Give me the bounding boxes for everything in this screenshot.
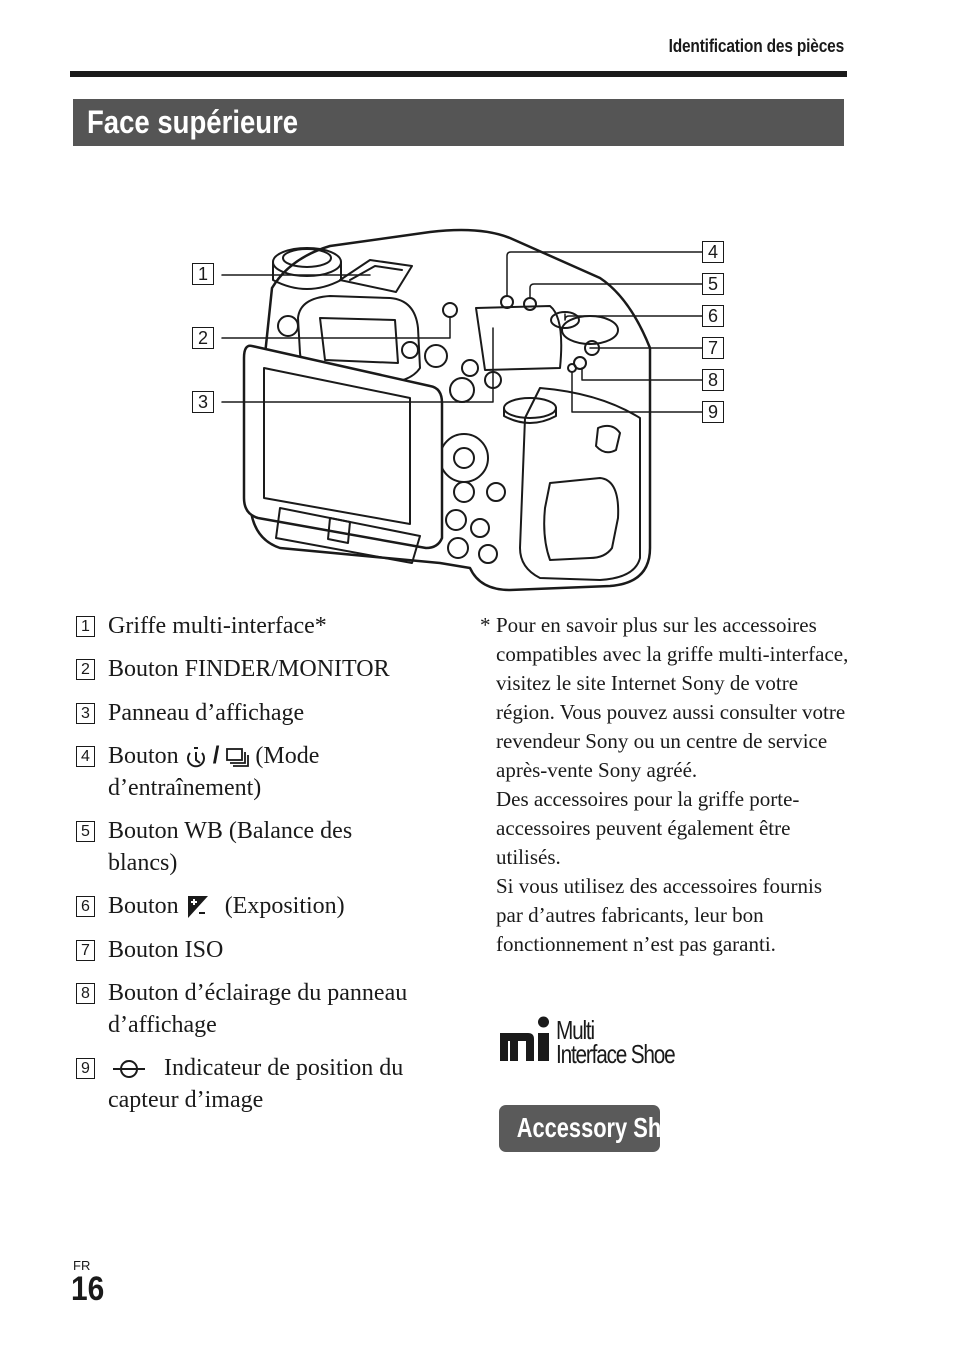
part-label-line2: d’entraînement) (108, 775, 262, 801)
part-label (108, 890, 458, 922)
part-number: 7 (76, 940, 95, 961)
part-suffix: (Exposition) (224, 893, 345, 919)
callout-4: 4 (702, 241, 724, 263)
part-number: 4 (76, 746, 95, 767)
callout-9: 9 (702, 401, 724, 423)
part-suffix: Indicateur de position du (164, 1055, 404, 1081)
callout-1: 1 (192, 263, 214, 285)
footnote-paragraph-2: Des accessoires pour la griffe porte-accessoires peuvent également être utilisés. (496, 787, 800, 869)
part-label: Griffe multi-interface* (108, 613, 327, 639)
section-title-bar (73, 99, 844, 146)
part-label-line1: Bouton d’éclairage du panneau (108, 980, 408, 1006)
part-number: 6 (76, 896, 95, 917)
part-label-line1: Bouton WB (Balance des (108, 818, 353, 844)
part-label: Bouton FINDER/MONITOR (108, 656, 390, 682)
part-label (108, 1052, 458, 1116)
mi-logo-text-line1: Multi (556, 1015, 594, 1045)
self-timer-icon (185, 745, 207, 769)
callout-5: 5 (702, 273, 724, 295)
continuous-shooting-icon (225, 746, 249, 768)
footnote (480, 611, 850, 959)
part-suffix: (Mode (255, 743, 320, 769)
callout-3: 3 (192, 391, 214, 413)
part-label-line2: blancs) (108, 850, 178, 876)
running-header: Identification des pièces (668, 36, 844, 56)
callout-7: 7 (702, 337, 724, 359)
callout-6: 6 (702, 305, 724, 327)
part-label: Panneau d’affichage (108, 700, 305, 726)
part-label (108, 977, 458, 1041)
part-number: 9 (76, 1058, 95, 1079)
mi-logo-mark (498, 1015, 554, 1063)
slash-separator: / (212, 742, 220, 769)
section-title: Face supérieure (87, 104, 299, 140)
image-sensor-position-icon (112, 1058, 146, 1080)
part-label (108, 815, 458, 879)
camera-illustration (180, 218, 740, 603)
part-prefix: Bouton (108, 743, 179, 769)
part-number: 8 (76, 983, 95, 1004)
accessory-shoe-logo (499, 1105, 687, 1152)
part-number: 3 (76, 703, 95, 724)
callout-2: 2 (192, 327, 214, 349)
part-prefix: Bouton (108, 893, 179, 919)
top-rule (70, 71, 847, 77)
part-label-line2: capteur d’image (108, 1087, 264, 1113)
part-number: 2 (76, 659, 95, 680)
part-label (108, 740, 458, 804)
camera-drawing (180, 218, 740, 598)
accessory-shoe-text: Accessory Shoe (516, 1112, 687, 1143)
part-number: 1 (76, 616, 95, 637)
callout-8: 8 (702, 369, 724, 391)
mi-logo-text-line2: Interface Shoe (556, 1039, 675, 1069)
part-label: Bouton ISO (108, 937, 224, 963)
part-label-line2: d’affichage (108, 1012, 217, 1038)
exposure-compensation-icon (187, 895, 209, 919)
part-number: 5 (76, 821, 95, 842)
page-number: 16 (71, 1270, 105, 1308)
language-code: FR (73, 1258, 91, 1273)
footnote-paragraph-1: Pour en savoir plus sur les accessoires compatibles avec la griffe multi-interface, visitez le site Internet Sony de votre région. Vous pouvez aussi consulter votre revendeur Sony ou un centre de service après-vente Sony agréé. (496, 613, 849, 782)
footnote-paragraph-3: Si vous utilisez des accessoires fournis par d’autres fabricants, leur bon fonctionnement n’est pas garanti. (496, 874, 823, 956)
footnote-marker: * (480, 613, 491, 637)
